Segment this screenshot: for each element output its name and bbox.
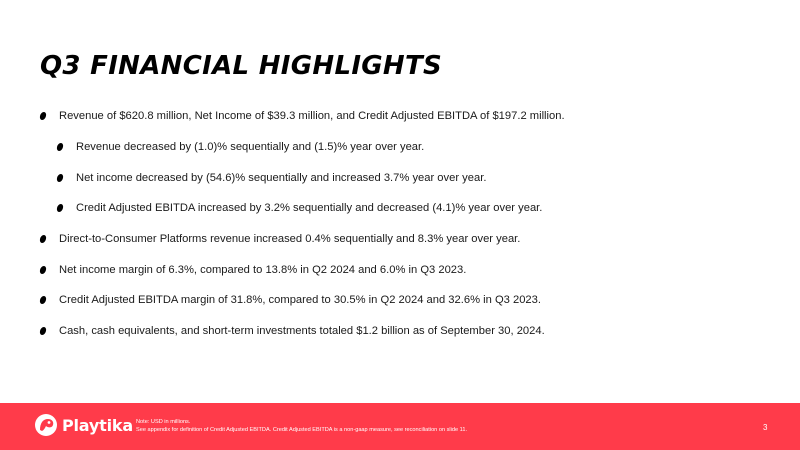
slide-title: Q3 FINANCIAL HIGHLIGHTS xyxy=(40,51,443,81)
bullet-text: Revenue decreased by (1.0)% sequentially and (1.5)% year over year. xyxy=(76,141,425,153)
brand-name: Playtika xyxy=(62,415,133,435)
bullet-dot-icon xyxy=(56,143,64,151)
bullet-dot-icon xyxy=(39,112,47,120)
bullet-text: Cash, cash equivalents, and short-term investments totaled $1.2 billion as of September 30, 2024. xyxy=(59,325,545,337)
sub-bullet-item xyxy=(57,171,486,185)
bullet-item xyxy=(40,324,545,338)
bullet-text: Credit Adjusted EBITDA margin of 31.8%, compared to 30.5% in Q2 2024 and 32.6% in Q3 2023. xyxy=(59,294,541,306)
sub-bullet-item xyxy=(57,140,424,154)
bullet-item xyxy=(40,263,466,277)
bullet-text: Credit Adjusted EBITDA increased by 3.2% sequentially and decreased (4.1)% year over year. xyxy=(76,202,543,214)
footnote-line: Note: USD in millions. xyxy=(136,419,191,425)
page-number: 3 xyxy=(763,423,768,432)
footnote-line: See appendix for definition of Credit Adjusted EBITDA. Credit Adjusted EBITDA is a non-gaap measure, see reconciliation on slide 11. xyxy=(136,427,468,433)
playtika-logo xyxy=(34,413,133,437)
bullet-text: Net income margin of 6.3%, compared to 13.8% in Q2 2024 and 6.0% in Q3 2023. xyxy=(59,264,467,276)
sub-bullet-item xyxy=(57,201,542,215)
bullet-dot-icon xyxy=(56,204,64,212)
bullet-text: Net income decreased by (54.6)% sequentially and increased 3.7% year over year. xyxy=(76,172,487,184)
footer-bar xyxy=(0,403,800,450)
bullet-dot-icon xyxy=(39,266,47,274)
bullet-dot-icon xyxy=(39,235,47,243)
bullet-dot-icon xyxy=(56,174,64,182)
bullet-dot-icon xyxy=(39,296,47,304)
bullet-item xyxy=(40,232,520,246)
bullet-dot-icon xyxy=(39,327,47,335)
bullet-item xyxy=(40,293,541,307)
bullet-item xyxy=(40,109,565,123)
playtika-logo-icon xyxy=(34,413,58,437)
bullet-text: Direct-to-Consumer Platforms revenue increased 0.4% sequentially and 8.3% year over year. xyxy=(59,233,521,245)
footnotes xyxy=(136,418,467,434)
bullet-text: Revenue of $620.8 million, Net Income of $39.3 million, and Credit Adjusted EBITDA of $197.2 million. xyxy=(59,110,565,122)
